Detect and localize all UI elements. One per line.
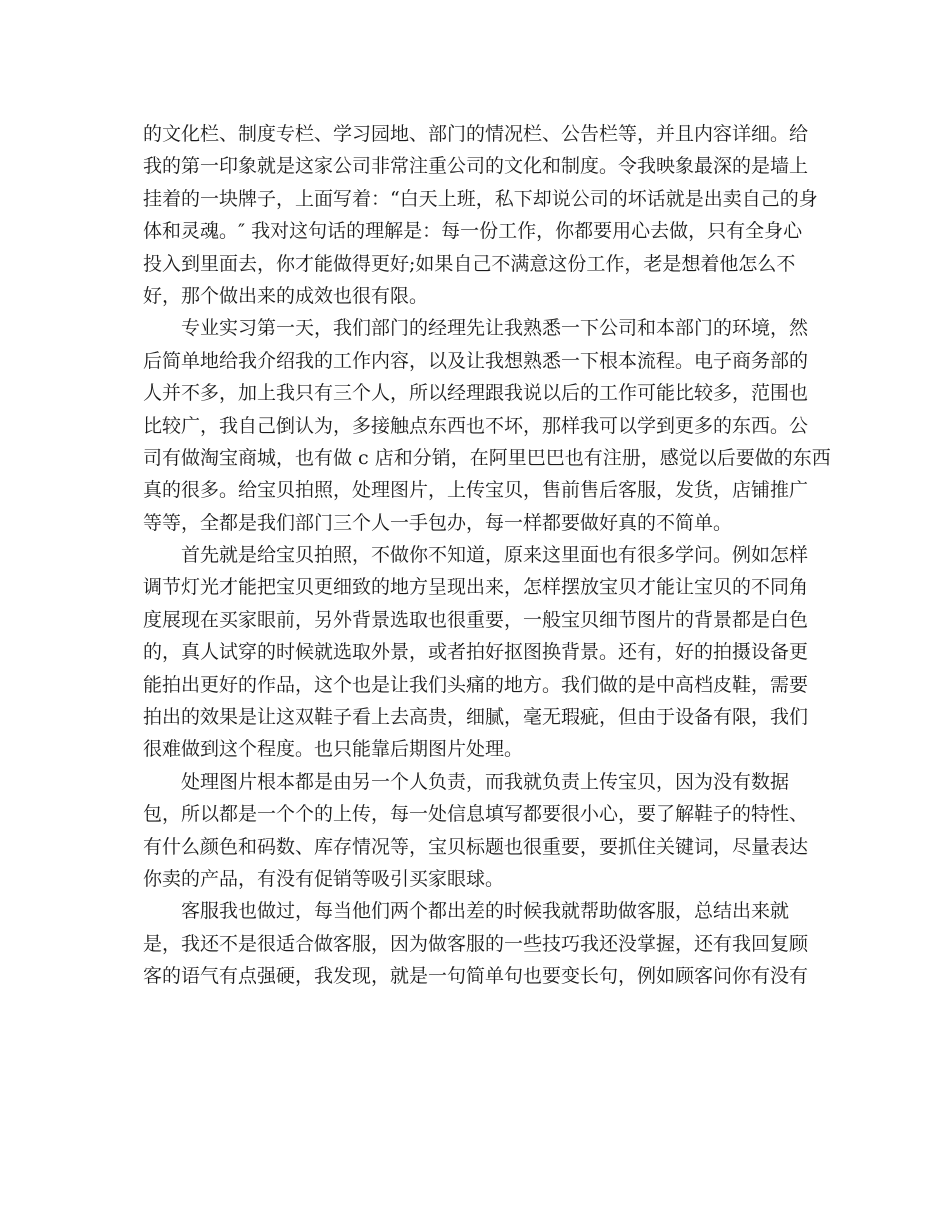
text-line: 有什么颜色和码数、库存情况等，宝贝标题也很重要，要抓住关键词，尽量表达 bbox=[143, 835, 809, 858]
text-line: 挂着的一块牌子，上面写着：“白天上班，私下却说公司的坏话就是出卖自己的身 bbox=[143, 187, 818, 210]
text-line: 我的第一印象就是这家公司非常注重公司的文化和制度。令我映象最深的是墙上 bbox=[143, 155, 809, 178]
paragraph-start-line: 专业实习第一天，我们部门的经理先让我熟悉一下公司和本部门的环境，然 bbox=[181, 317, 809, 340]
paragraph-start-line: 客服我也做过，每当他们两个都出差的时候我就帮助做客服，总结出来就 bbox=[181, 900, 790, 923]
text-line: 的文化栏、制度专栏、学习园地、部门的情况栏、公告栏等，并且内容详细。给 bbox=[143, 123, 809, 145]
text-line: 真的很多。给宝贝拍照，处理图片，上传宝贝，售前售后客服，发货，店铺推广 bbox=[143, 479, 809, 502]
text-line: 的，真人试穿的时候就选取外景，或者拍好抠图换背景。还有，好的拍摄设备更 bbox=[143, 641, 809, 664]
text-line: 是，我还不是很适合做客服，因为做客服的一些技巧我还没掌握，还有我回复顾 bbox=[143, 932, 809, 955]
text-line: 度展现在买家眼前，另外背景选取也很重要，一般宝贝细节图片的背景都是白色 bbox=[143, 608, 809, 631]
text-line: 体和灵魂。″ 我对这句话的理解是：每一份工作，你都要用心去做，只有全身心 bbox=[143, 220, 803, 243]
text-line: 调节灯光才能把宝贝更细致的地方呈现出来，怎样摆放宝贝才能让宝贝的不同角 bbox=[143, 576, 809, 599]
paragraph-start-line: 首先就是给宝贝拍照，不做你不知道，原来这里面也有很多学问。例如怎样 bbox=[181, 544, 809, 567]
text-line: 能拍出更好的作品，这个也是让我们头痛的地方。我们做的是中高档皮鞋，需要 bbox=[143, 673, 809, 696]
text-line: 后简单地给我介绍我的工作内容，以及让我想熟悉一下根本流程。电子商务部的 bbox=[143, 349, 809, 372]
text-line: 包，所以都是一个个的上传，每一处信息填写都要很小心，要了解鞋子的特性、 bbox=[143, 803, 809, 826]
text-line: 客的语气有点强硬，我发现，就是一句简单句也要变长句，例如顾客问你有没有 bbox=[143, 965, 809, 988]
text-line: 司有做淘宝商城，也有做 c 店和分销，在阿里巴巴也有注册，感觉以后要做的东西 bbox=[143, 446, 831, 469]
body-text bbox=[143, 118, 831, 993]
text-line: 等等，全都是我们部门三个人一手包办，每一样都要做好真的不简单。 bbox=[143, 511, 733, 534]
text-line: 你卖的产品，有没有促销等吸引买家眼球。 bbox=[143, 867, 505, 890]
text-line: 投入到里面去，你才能做得更好;如果自己不满意这份工作，老是想着他怎么不 bbox=[143, 252, 796, 275]
text-line: 拍出的效果是让这双鞋子看上去高贵，细腻，毫无瑕疵，但由于设备有限，我们 bbox=[143, 706, 809, 729]
text-line: 人并不多，加上我只有三个人，所以经理跟我说以后的工作可能比较多，范围也 bbox=[143, 382, 809, 405]
text-line: 比较广，我自己倒认为，多接触点东西也不坏，那样我可以学到更多的东西。公 bbox=[143, 414, 809, 437]
paragraph-start-line: 处理图片根本都是由另一个人负责，而我就负责上传宝贝，因为没有数据 bbox=[181, 770, 790, 793]
text-line: 很难做到这个程度。也只能靠后期图片处理。 bbox=[143, 738, 524, 761]
text-line: 好，那个做出来的成效也很有限。 bbox=[143, 284, 429, 307]
